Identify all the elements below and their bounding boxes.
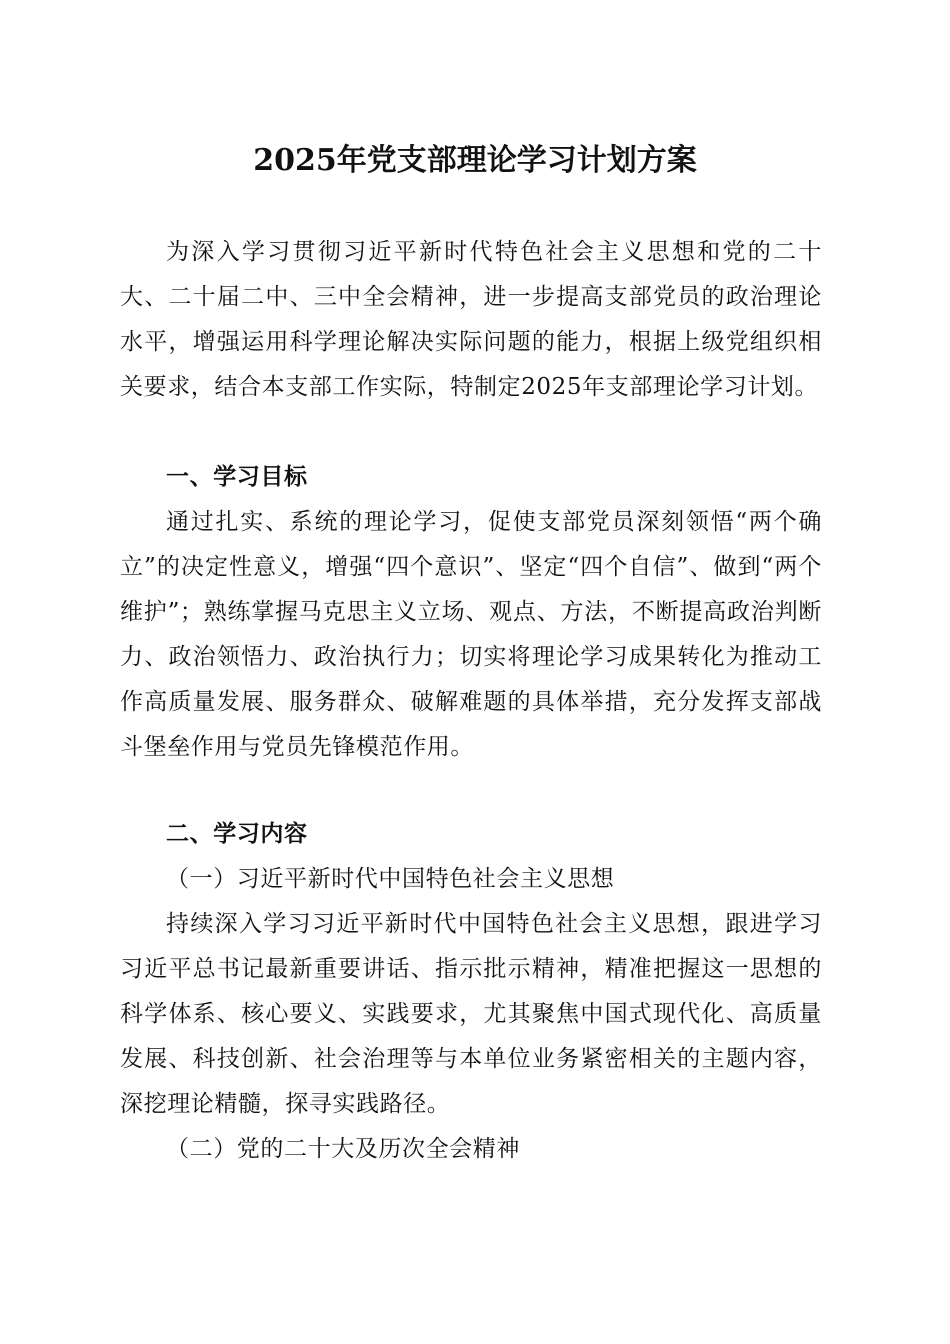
subsection-xi-body (120, 902, 822, 1127)
xi-thought-paragraph: 持续深入学习习近平新时代中国特色社会主义思想，跟进学习习近平总书记最新重要讲话、指示批示精神，精准把握这一思想的科学体系、核心要义、实践要求，尤其聚焦中国式现代化、高质量发展、科技创新、社会治理等与本单位业务紧密相关的主题内容，深挖理论精髓，探寻实践路径。 (120, 911, 822, 1117)
goal-paragraph: 通过扎实、系统的理论学习，促使支部党员深刻领悟“两个确立”的决定性意义，增强“四个意识”、坚定“四个自信”、做到“两个维护”；熟练掌握马克思主义立场、观点、方法，不断提高政治判断力、政治领悟力、政治执行力；切实将理论学习成果转化为推动工作高质量发展、服务群众、破解难题的具体举措，充分发挥支部战斗堡垒作用与党员先锋模范作用。 (120, 509, 822, 760)
subsection-heading-party-congress: （二）党的二十大及历次全会精神 (166, 1136, 520, 1162)
section-heading-goal: 一、学习目标 (166, 464, 308, 490)
intro-block (120, 230, 822, 410)
section-heading-content: 二、学习内容 (166, 821, 308, 847)
section-goal-heading-block (120, 455, 822, 500)
subsection-xi-heading-block (120, 857, 822, 902)
intro-paragraph: 为深入学习贯彻习近平新时代特色社会主义思想和党的二十大、二十届二中、三中全会精神，进一步提高支部党员的政治理论水平，增强运用科学理论解决实际问题的能力，根据上级党组织相关要求，结合本支部工作实际，特制定2025年支部理论学习计划。 (120, 239, 822, 400)
section-goal-body (120, 500, 822, 770)
subsection-party-heading-block (120, 1127, 822, 1172)
document-title: 2025年党支部理论学习计划方案 (253, 143, 697, 178)
section-content-heading-block (120, 812, 822, 857)
subsection-heading-xi-thought: （一）习近平新时代中国特色社会主义思想 (166, 866, 615, 892)
